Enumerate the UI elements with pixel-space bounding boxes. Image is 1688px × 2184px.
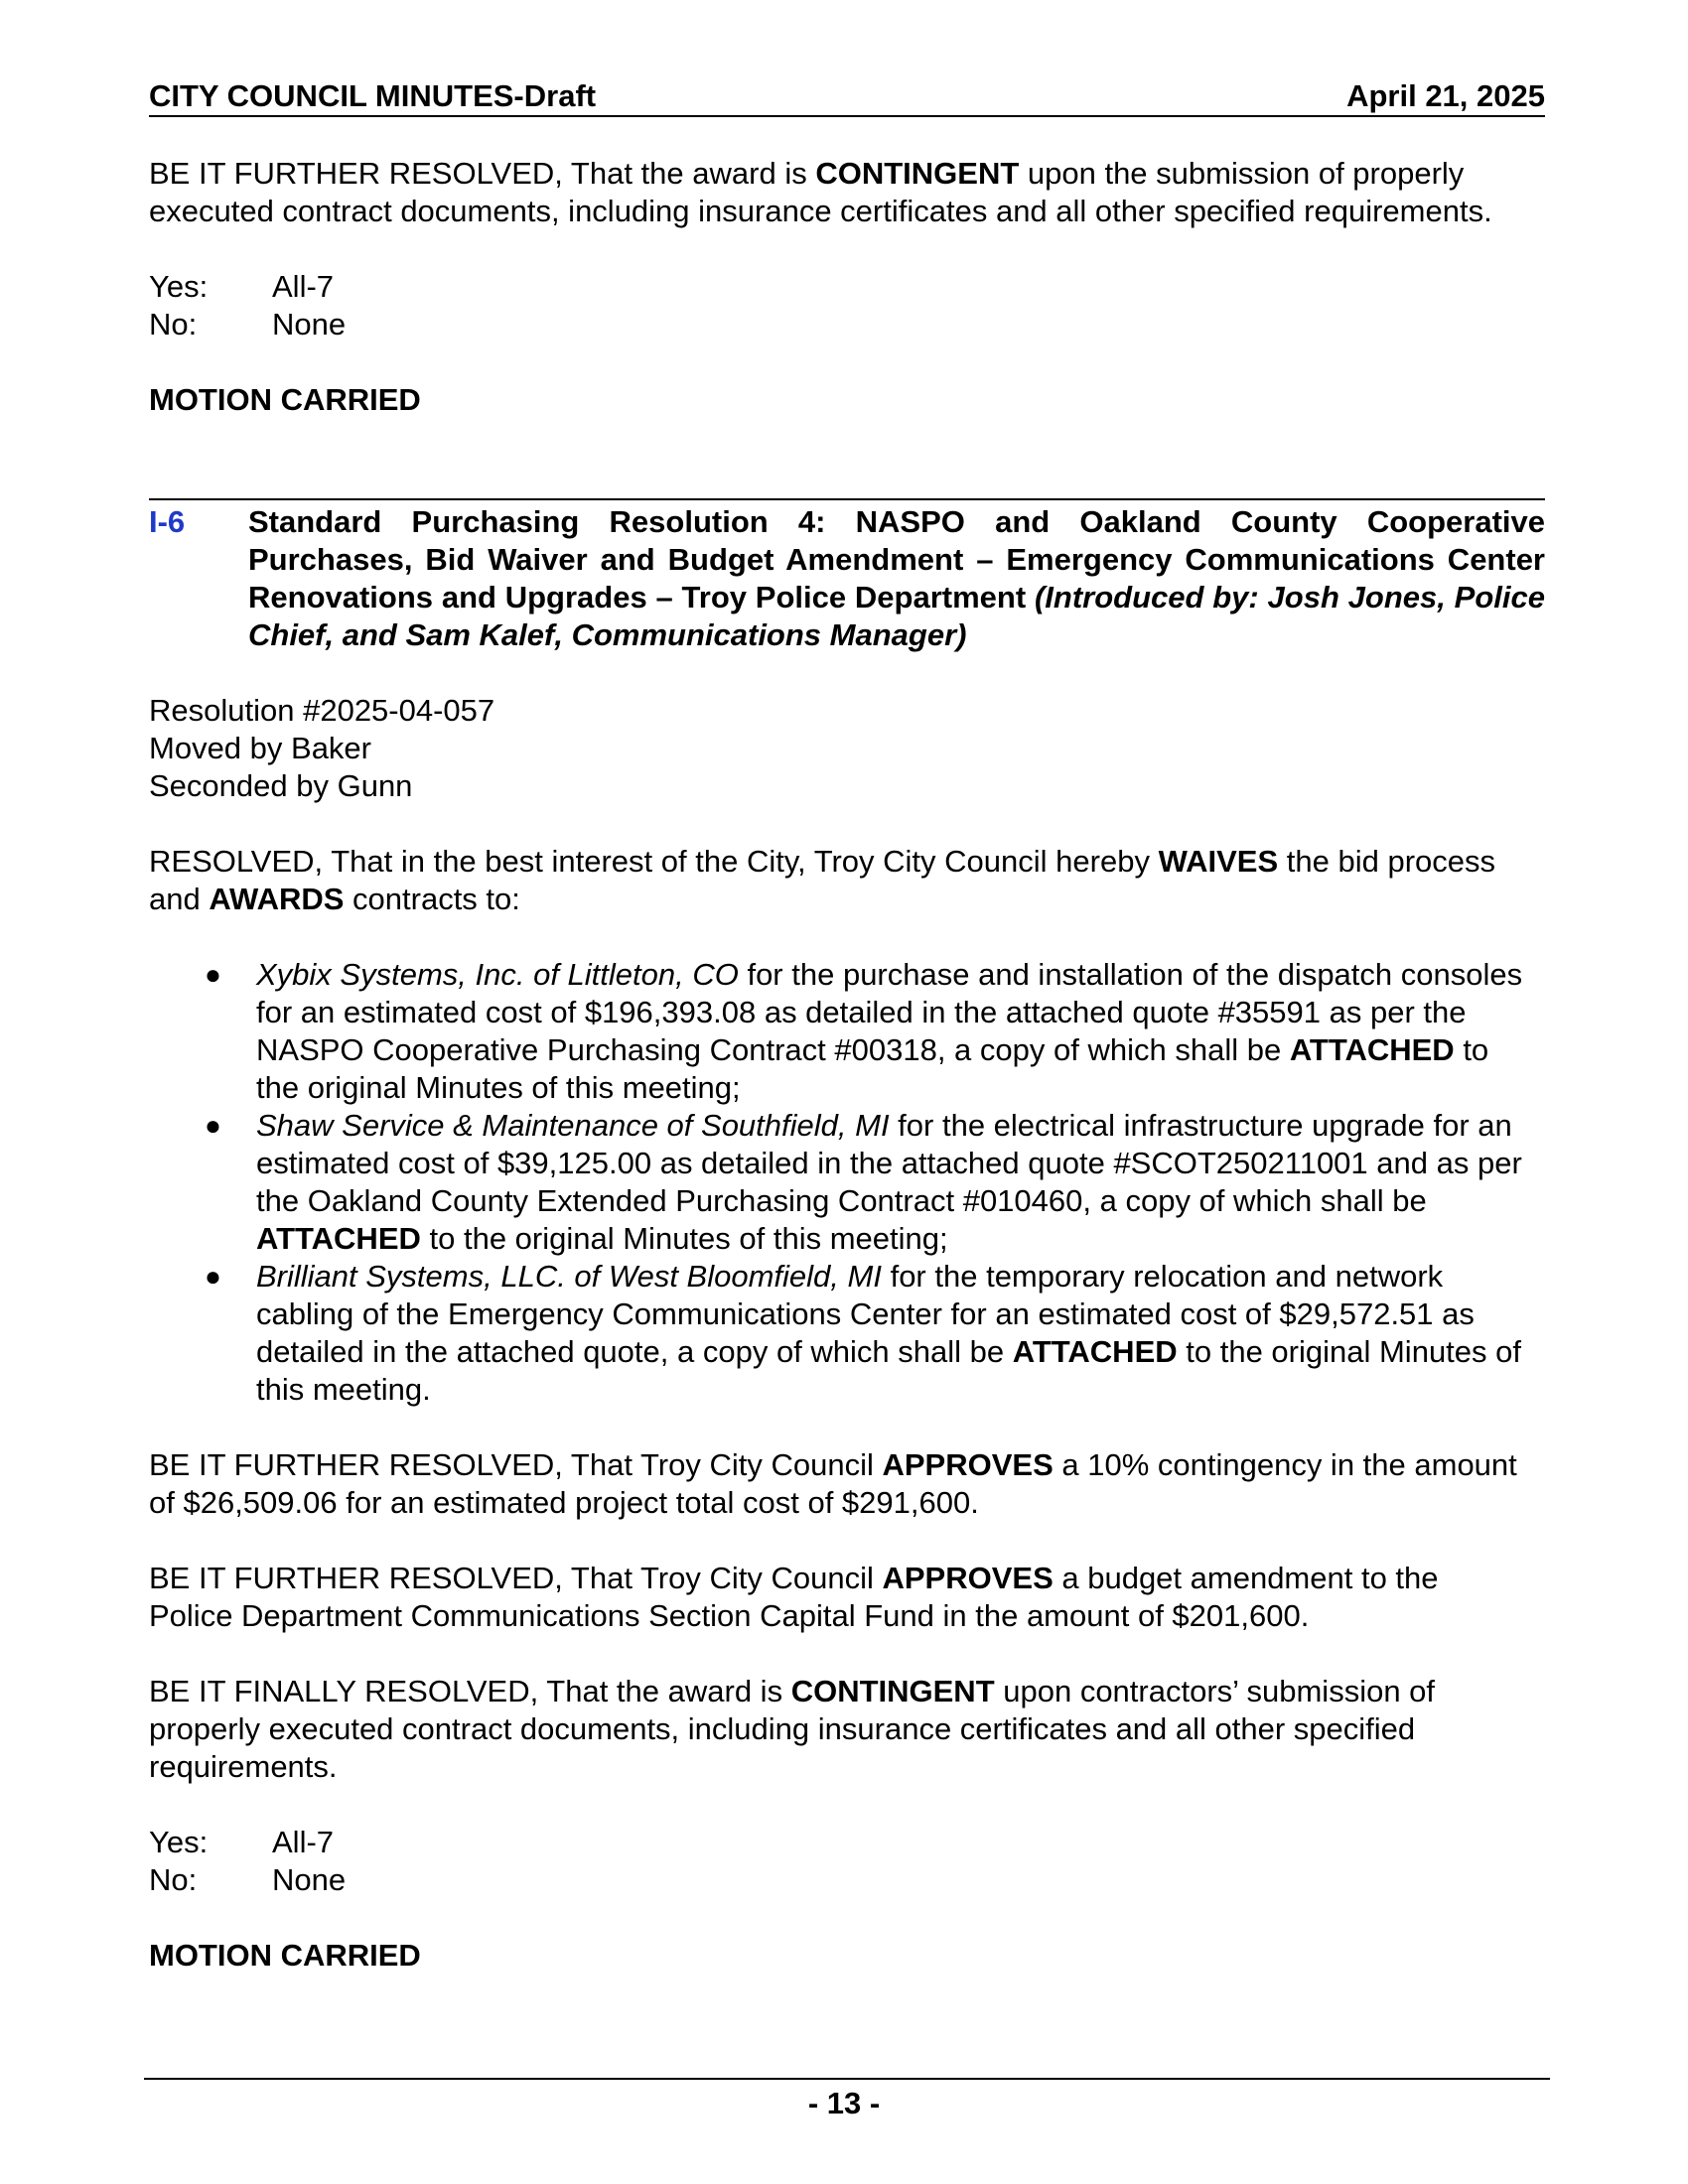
- agenda-item-heading: [149, 503, 1545, 654]
- paragraph-emphasis: AWARDS: [209, 882, 345, 916]
- document-page: [149, 77, 1545, 419]
- list-item-emphasis: ATTACHED: [1289, 1032, 1455, 1067]
- page-header: [149, 77, 1545, 117]
- moved-by: Moved by Baker: [149, 731, 371, 765]
- vendor-name: Shaw Service & Maintenance of Southfield, MI: [256, 1108, 890, 1143]
- header-title: CITY COUNCIL MINUTES-Draft: [149, 78, 597, 113]
- paragraph-text: upon the submission of properly executed contract documents, including insurance certificates and all other specified requirements.: [149, 156, 1492, 228]
- paragraph-text: BE IT FINALLY RESOLVED, That the award is: [149, 1674, 791, 1708]
- list-item-text: to the original Minutes of this meeting;: [256, 1032, 1489, 1105]
- paragraph-emphasis: APPROVES: [882, 1447, 1054, 1482]
- item-title: [248, 503, 1545, 654]
- list-item-text: for the temporary relocation and network cabling of the Emergency Communications Center for an estimated cost of $29,572.51 as detailed in the attached quote, a copy of which shall be: [256, 1259, 1475, 1369]
- vote-yes-label: Yes:: [149, 1825, 209, 1859]
- vote-yes-row: [149, 1824, 1545, 1861]
- paragraph-text: upon contractors’ submission of properly executed contract documents, including insurance certificates and all other specified requirements.: [149, 1674, 1436, 1784]
- further-resolved-contingency-paragraph: [149, 1446, 1519, 1522]
- bullet-icon: ●: [205, 1110, 221, 1141]
- footer-divider: [144, 2078, 1550, 2080]
- list-item: [149, 1107, 1539, 1258]
- list-item-text: to the original Minutes of this meeting;: [420, 1221, 948, 1256]
- vote-no-row: [149, 306, 1545, 343]
- list-item-emphasis: ATTACHED: [1012, 1334, 1178, 1369]
- paragraph-emphasis: CONTINGENT: [790, 1674, 995, 1708]
- item-number: I-6: [149, 504, 186, 539]
- resolved-paragraph: [149, 843, 1519, 918]
- item-section: [149, 503, 1545, 1975]
- resolution-number: Resolution #2025-04-057: [149, 693, 495, 728]
- further-resolved-contingent-paragraph: [149, 155, 1519, 230]
- vote-no-value: None: [272, 307, 347, 341]
- vote-yes-value: All-7: [272, 269, 335, 304]
- paragraph-text: the bid process and: [149, 844, 1496, 916]
- motion-carried: MOTION CARRIED: [149, 382, 421, 417]
- paragraph-text: BE IT FURTHER RESOLVED, That the award is: [149, 156, 816, 191]
- vote-yes-row: [149, 268, 1545, 306]
- paragraph-text: a 10% contingency in the amount of $26,509.06 for an estimated project total cost of $291,600.: [149, 1447, 1517, 1520]
- paragraph-text: RESOLVED, That in the best interest of the City, Troy City Council hereby: [149, 844, 1159, 879]
- list-item: [149, 956, 1539, 1107]
- list-item-text: to the original Minutes of this meeting.: [256, 1334, 1521, 1407]
- paragraph-emphasis: WAIVES: [1158, 844, 1279, 879]
- seconded-by: Seconded by Gunn: [149, 768, 413, 803]
- paragraph-emphasis: CONTINGENT: [815, 156, 1020, 191]
- page-number: - 13 -: [807, 2086, 881, 2120]
- paragraph-text: BE IT FURTHER RESOLVED, That Troy City Council: [149, 1561, 883, 1595]
- bullet-icon: ●: [205, 1261, 221, 1292]
- list-item-text: for the electrical infrastructure upgrade for an estimated cost of $39,125.00 as detailed in the attached quote #SCOT250211001 and as per the Oakland County Extended Purchasing Contract #010460, a copy of which shall be: [256, 1108, 1522, 1218]
- list-item-emphasis: ATTACHED: [256, 1221, 421, 1256]
- further-resolved-budget-paragraph: [149, 1560, 1519, 1635]
- vote-no-label: No:: [149, 307, 198, 341]
- item-title-text: Standard Purchasing Resolution 4: NASPO and Oakland County Cooperative Purchases, Bid Waiver and Budget Amendment – Emergency Communications Center Renovations and Upgrades – Troy Police Department: [248, 504, 1545, 614]
- vote-no-value: None: [272, 1862, 347, 1897]
- finally-resolved-paragraph: [149, 1673, 1519, 1786]
- vote-yes-label: Yes:: [149, 269, 209, 304]
- header-date: April 21, 2025: [1346, 78, 1545, 113]
- paragraph-text: BE IT FURTHER RESOLVED, That Troy City Council: [149, 1447, 883, 1482]
- paragraph-text: a budget amendment to the Police Department Communications Section Capital Fund in the amount of $201,600.: [149, 1561, 1439, 1633]
- list-item-text: for the purchase and installation of the dispatch consoles for an estimated cost of $196,393.08 as detailed in the attached quote #35591 as per the NASPO Cooperative Purchasing Contract #00318, a copy of which shall be: [256, 957, 1523, 1067]
- paragraph-emphasis: APPROVES: [882, 1561, 1054, 1595]
- motion-carried: MOTION CARRIED: [149, 1938, 421, 1973]
- list-item: [149, 1258, 1539, 1409]
- vote-no-row: [149, 1861, 1545, 1899]
- paragraph-text: contracts to:: [344, 882, 520, 916]
- vendor-name: Xybix Systems, Inc. of Littleton, CO: [256, 957, 739, 992]
- vote-no-label: No:: [149, 1862, 198, 1897]
- item-introduced-by: (Introduced by: Josh Jones, Police Chief, and Sam Kalef, Communications Manager): [248, 580, 1545, 652]
- vote-yes-value: All-7: [272, 1825, 335, 1859]
- bullet-icon: ●: [205, 959, 221, 990]
- vendor-name: Brilliant Systems, LLC. of West Bloomfield, MI: [256, 1259, 882, 1294]
- section-divider: [149, 498, 1545, 500]
- contract-award-list: [149, 956, 1539, 1409]
